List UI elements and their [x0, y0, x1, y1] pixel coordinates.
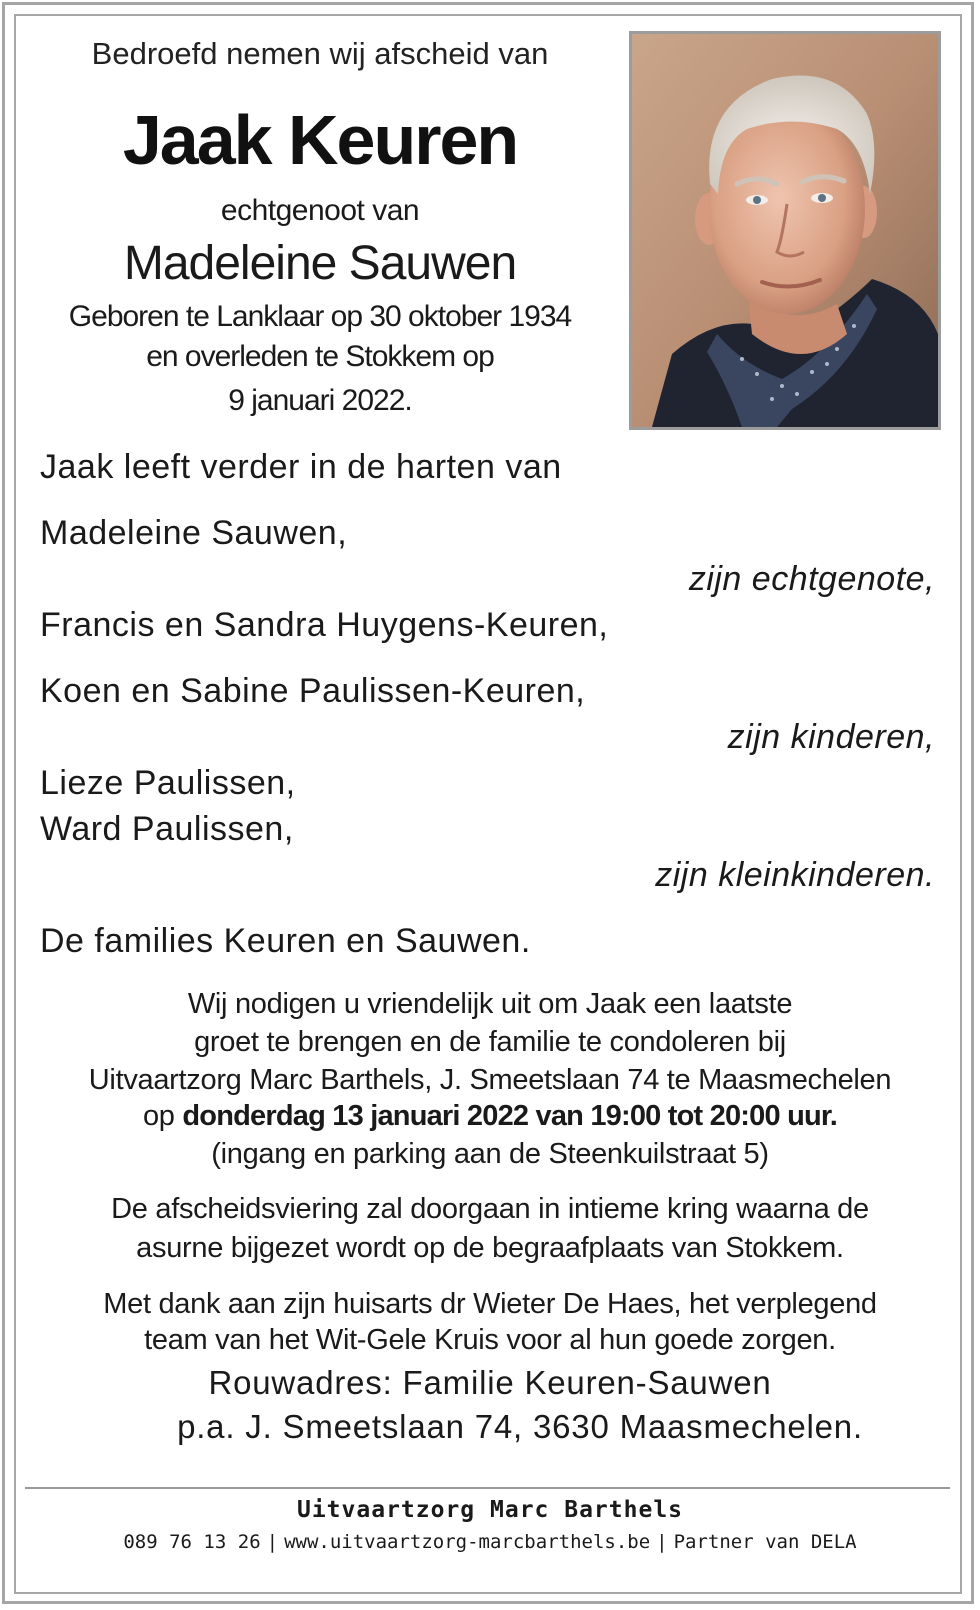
birth-line-1: Geboren te Lanklaar op 30 oktober 1934: [68, 300, 572, 333]
survivor-spouse: Madeleine Sauwen,: [40, 514, 348, 552]
survivors-intro: Jaak leeft verder in de harten van: [40, 448, 562, 486]
portrait-photo: [629, 31, 941, 430]
footer-divider: [25, 1487, 950, 1489]
deceased-name: Jaak Keuren: [122, 101, 518, 179]
mourning-address-line-2: p.a. J. Smeetslaan 74, 3630 Maasmechelen.: [177, 1408, 863, 1445]
spouse-of-label: echtgenoot van: [220, 194, 420, 227]
portrait-illustration: [632, 34, 938, 427]
footer-separator: |: [656, 1531, 668, 1553]
survivor-families: De families Keuren en Sauwen.: [40, 922, 531, 960]
invitation-line-5: (ingang en parking aan de Steenkuilstraat 5): [211, 1138, 769, 1170]
birth-line-2: en overleden te Stokkem op: [146, 340, 494, 373]
footer-company-name: Uitvaartzorg Marc Barthels: [296, 1497, 684, 1523]
survivor-grandchild-2: Ward Paulissen,: [40, 810, 294, 848]
footer-partner: Partner van DELA: [673, 1531, 857, 1553]
invitation-line-1: Wij nodigen u vriendelijk uit om Jaak een laatste: [187, 988, 793, 1020]
role-children: zijn kinderen,: [727, 718, 935, 756]
invitation-datetime: donderdag 13 januari 2022 van 19:00 tot 20:00 uur.: [182, 1100, 838, 1132]
spouse-name: Madeleine Sauwen: [123, 237, 517, 290]
invitation-line-4: [40, 1100, 940, 1133]
mourning-address-line-1: Rouwadres: Familie Keuren-Sauwen: [208, 1364, 772, 1401]
role-spouse: zijn echtgenote,: [688, 560, 935, 598]
footer-website-link[interactable]: www.uitvaartzorg-marcbarthels.be: [284, 1531, 651, 1553]
invitation-prefix: op: [142, 1100, 175, 1132]
survivor-child-1: Francis en Sandra Huygens-Keuren,: [40, 606, 609, 644]
thanks-line-2: team van het Wit-Gele Kruis voor al hun goede zorgen.: [144, 1324, 836, 1356]
survivor-grandchild-1: Lieze Paulissen,: [40, 764, 296, 802]
invitation-line-2: groet te brengen en de familie te condoleren bij: [194, 1026, 786, 1058]
footer-contact: [0, 1531, 980, 1553]
footer-separator: |: [266, 1531, 279, 1553]
ceremony-line-1: De afscheidsviering zal doorgaan in intieme kring waarna de: [111, 1193, 869, 1225]
thanks-line-1: Met dank aan zijn huisarts dr Wieter De Haes, het verplegend: [103, 1288, 877, 1320]
intro-text: Bedroefd nemen wij afscheid van: [91, 36, 549, 71]
birth-line-3: 9 januari 2022.: [228, 384, 412, 417]
footer-phone: 089 76 13 26: [123, 1531, 261, 1553]
role-grandchildren: zijn kleinkinderen.: [655, 856, 935, 894]
survivor-child-2: Koen en Sabine Paulissen-Keuren,: [40, 672, 586, 710]
ceremony-line-2: asurne bijgezet wordt op de begraafplaats van Stokkem.: [136, 1232, 844, 1264]
invitation-line-3: Uitvaartzorg Marc Barthels, J. Smeetslaan 74 te Maasmechelen: [88, 1064, 892, 1096]
